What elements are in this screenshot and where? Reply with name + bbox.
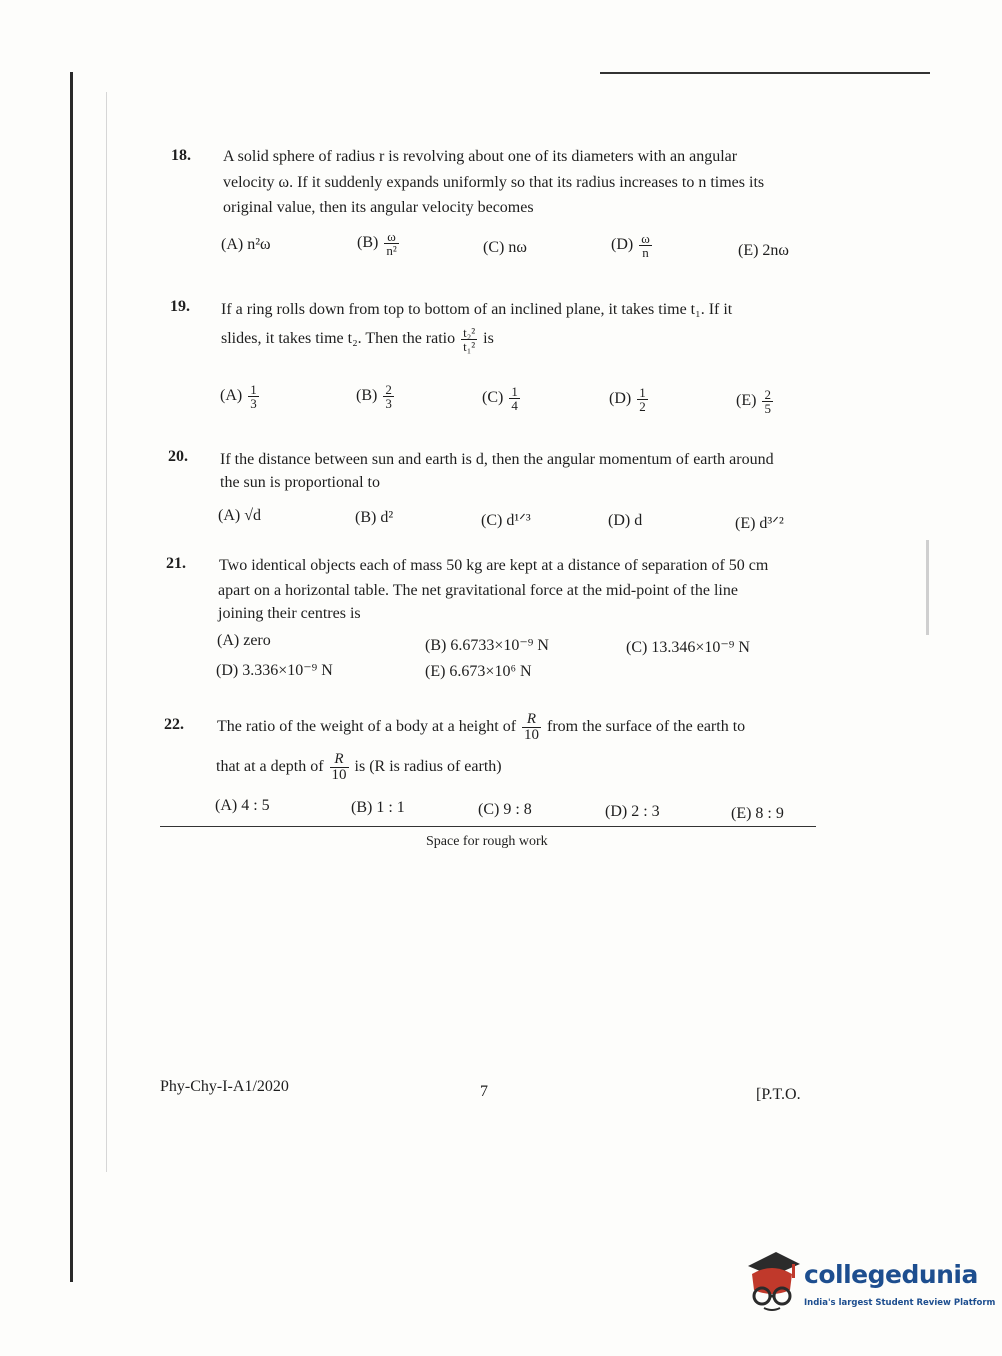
fraction	[637, 386, 648, 413]
option-b: (B) 6.6733×10⁻⁹ N	[425, 637, 549, 654]
fraction-denominator: 10	[331, 767, 347, 783]
option-a: (A) zero	[217, 632, 271, 649]
question-text-line: the sun is proportional to	[220, 474, 380, 491]
option-label: (B)	[357, 234, 379, 252]
option-label: (B)	[356, 387, 378, 405]
option-e: (E) d³ᐟ²	[735, 515, 784, 532]
option-b	[356, 383, 396, 410]
fraction-numerator: t₂²	[463, 325, 476, 340]
question-text-line: If the distance between sun and earth is d, then the angular momentum of earth around	[220, 451, 774, 468]
fraction-numerator: 1	[639, 385, 646, 400]
option-d: (D) 2 : 3	[605, 803, 660, 820]
option-e: (E) 2nω	[738, 242, 789, 259]
scan-edge-top	[600, 72, 930, 74]
fraction-denominator: 2	[639, 399, 646, 414]
option-e	[736, 388, 775, 415]
question-text-line: velocity ω. If it suddenly expands uniformly so that its radius increases to n times its	[223, 174, 765, 191]
option-c: (C) nω	[483, 239, 527, 256]
text-segment: from the surface of the earth to	[547, 718, 746, 736]
option-a: (A) √d	[218, 507, 261, 524]
question-number: 19.	[170, 298, 190, 315]
text-segment: that at a depth of	[216, 758, 324, 776]
fraction	[461, 326, 477, 353]
scan-shadow-line	[106, 92, 107, 1172]
question-text-line: joining their centres is	[218, 605, 361, 622]
fraction	[330, 752, 349, 783]
rough-work-label: Space for rough work	[426, 834, 548, 849]
option-d	[609, 386, 650, 413]
paper-code: Phy-Chy-I-A1/2020	[160, 1078, 289, 1095]
option-d: (D) d	[608, 512, 643, 529]
fraction	[383, 383, 394, 410]
text-segment: is	[483, 330, 494, 348]
question-text-line	[217, 712, 745, 743]
fraction-numerator: 2	[385, 382, 392, 397]
option-b	[357, 230, 401, 257]
fraction-denominator: 3	[385, 396, 392, 411]
text-segment: slides, it takes time t₂. Then the ratio	[221, 330, 456, 348]
option-c: (C) d¹ᐟ³	[481, 512, 531, 529]
fraction-denominator: 4	[511, 398, 518, 413]
scan-shadow-line-right	[926, 540, 929, 635]
option-b: (B) d²	[355, 509, 394, 526]
fraction-denominator: 3	[250, 396, 257, 411]
fraction-denominator: n	[642, 245, 649, 260]
option-label: (D)	[609, 390, 632, 408]
option-label: (C)	[482, 389, 504, 407]
collegedunia-logo	[742, 1248, 996, 1318]
question-number: 20.	[168, 448, 188, 465]
scan-edge-left	[70, 72, 73, 1282]
please-turn-over: [P.T.O.	[756, 1086, 801, 1103]
fraction-numerator: R	[330, 752, 349, 768]
option-e: (E) 6.673×10⁶ N	[425, 663, 532, 680]
option-a	[220, 383, 261, 410]
fraction	[762, 388, 773, 415]
option-e: (E) 8 : 9	[731, 805, 784, 822]
question-text-line: If a ring rolls down from top to bottom of an inclined plane, it takes time t₁. If it	[221, 301, 733, 318]
option-c	[482, 385, 522, 412]
logo-wordmark: collegedunia	[804, 1260, 978, 1289]
fraction-denominator: 5	[764, 401, 771, 416]
option-c: (C) 9 : 8	[478, 801, 532, 818]
option-d	[611, 232, 654, 259]
fraction-denominator: n²	[386, 243, 397, 258]
fraction	[509, 385, 520, 412]
question-text-line	[216, 752, 502, 783]
fraction-numerator: 2	[764, 387, 771, 402]
option-label: (D)	[611, 236, 634, 254]
fraction-numerator: 1	[511, 384, 518, 399]
option-a: (A) n²ω	[221, 236, 271, 253]
logo-tagline: India's largest Student Review Platform	[804, 1298, 996, 1308]
option-label: (E)	[736, 392, 757, 410]
text-segment: is (R is radius of earth)	[354, 758, 502, 776]
option-b: (B) 1 : 1	[351, 799, 405, 816]
question-text-line: apart on a horizontal table. The net gravitational force at the mid-point of the line	[218, 582, 738, 599]
fraction	[522, 712, 541, 743]
question-text-line: A solid sphere of radius r is revolving about one of its diameters with an angular	[223, 148, 738, 165]
mascot-icon	[742, 1248, 802, 1314]
fraction	[384, 230, 398, 257]
question-number: 21.	[166, 555, 186, 572]
page-number: 7	[480, 1083, 488, 1100]
fraction-numerator: R	[522, 712, 541, 728]
fraction	[248, 383, 259, 410]
option-a: (A) 4 : 5	[215, 797, 270, 814]
fraction-denominator: 10	[524, 727, 540, 743]
text-segment: The ratio of the weight of a body at a height of	[217, 718, 517, 736]
question-text-line: original value, then its angular velocity becomes	[223, 199, 534, 216]
fraction-numerator: ω	[384, 230, 398, 244]
question-number: 18.	[171, 147, 191, 164]
fraction	[639, 232, 652, 259]
rough-work-divider	[160, 826, 816, 827]
fraction-numerator: 1	[250, 382, 257, 397]
option-label: (A)	[220, 387, 243, 405]
fraction-denominator: t₁²	[463, 339, 476, 354]
option-d: (D) 3.336×10⁻⁹ N	[216, 662, 333, 679]
option-c: (C) 13.346×10⁻⁹ N	[626, 639, 750, 656]
fraction-numerator: ω	[641, 231, 650, 246]
question-text-line: Two identical objects each of mass 50 kg are kept at a distance of separation of 50 cm	[219, 557, 769, 574]
question-text-line	[221, 326, 494, 353]
question-number: 22.	[164, 716, 184, 733]
